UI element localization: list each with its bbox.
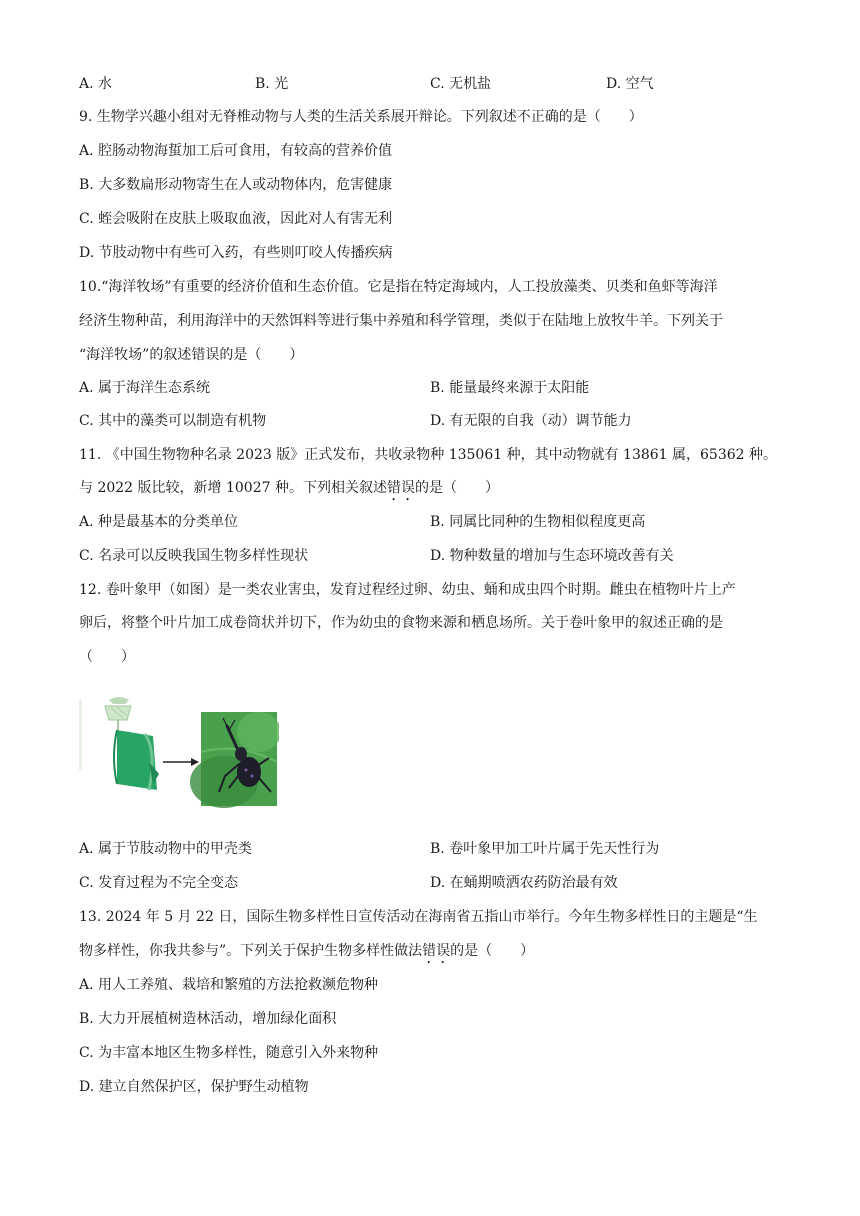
q11-stem-line-2-text: 与 2022 版比较，新增 10027 种。下列相关叙述 bbox=[79, 480, 387, 496]
q8-option-c: C. 无机盐 bbox=[430, 76, 492, 92]
q9-stem: 9. 生物学兴趣小组对无脊椎动物与人类的生活关系展开辩论。下列叙述不正确的是（ ） bbox=[79, 109, 643, 125]
q12-option-d: D. 在蛹期喷洒农药防治最有效 bbox=[430, 875, 618, 891]
q10-option-b: B. 能量最终来源于太阳能 bbox=[430, 380, 590, 396]
q10-stem-line-1: 10.“海洋牧场”有重要的经济价值和生态价值。它是指在特定海域内，人工投放藻类、贝类和鱼虾等海洋 bbox=[79, 279, 718, 295]
q11-emphasis-word: 错误 bbox=[386, 480, 415, 496]
q13-option-a: A. 用人工养殖、栽培和繁殖的方法抢救濒危物种 bbox=[79, 977, 379, 993]
q13-option-c: C. 为丰富本地区生物多样性，随意引入外来物种 bbox=[79, 1045, 379, 1061]
q13-stem-line-2 bbox=[79, 941, 534, 967]
q12-option-c: C. 发育过程为不完全变态 bbox=[79, 875, 239, 891]
q10-stem-line-3: “海洋牧场”的叙述错误的是（ ） bbox=[79, 347, 304, 363]
q12-option-a: A. 属于节肢动物中的甲壳类 bbox=[79, 841, 253, 857]
q8-option-d: D. 空气 bbox=[606, 76, 654, 92]
q8-option-a: A. 水 bbox=[79, 76, 113, 92]
q13-stem-line-2-text: 物多样性，你我共参与”。下列关于保护生物多样性做法 bbox=[79, 943, 423, 959]
q11-stem-line-1: 11. 《中国生物物种名录 2023 版》正式发布，共收录物种 135061 种，其中动物就有 13861 属，65362 种。 bbox=[79, 447, 778, 463]
q10-option-a: A. 属于海洋生态系统 bbox=[79, 380, 211, 396]
q9-option-a: A. 腔肠动物海蜇加工后可食用，有较高的营养价值 bbox=[79, 143, 393, 159]
q11-option-b: B. 同属比同种的生物相似程度更高 bbox=[430, 514, 646, 530]
q9-option-d: D. 节肢动物中有些可入药，有些则叮咬人传播疾病 bbox=[79, 245, 393, 261]
q11-option-a: A. 种是最基本的分类单位 bbox=[79, 514, 239, 530]
weevil-photo bbox=[190, 712, 279, 808]
arrow-right-icon bbox=[163, 758, 199, 766]
q9-option-c: C. 蛭会吸附在皮肤上吸取血液，因此对人有害无利 bbox=[79, 211, 393, 227]
q11-option-d: D. 物种数量的增加与生态环境改善有关 bbox=[430, 548, 674, 564]
q8-option-b: B. 光 bbox=[255, 76, 289, 92]
q11-option-c: C. 名录可以反映我国生物多样性现状 bbox=[79, 548, 309, 564]
q13-stem-line-1: 13. 2024 年 5 月 22 日，国际生物多样性日宣传活动在海南省五指山市举行。今年生物多样性日的主题是“生 bbox=[79, 909, 758, 925]
rolled-leaf-icon bbox=[79, 697, 159, 790]
q13-stem-line-2-tail: 的是（ ） bbox=[450, 943, 535, 959]
q12-stem-line-1: 12. 卷叶象甲（如图）是一类农业害虫，发育过程经过卵、幼虫、蛹和成虫四个时期。雌虫在植物叶片上产 bbox=[79, 582, 736, 598]
q13-option-d: D. 建立自然保护区，保护野生动植物 bbox=[79, 1079, 309, 1095]
q13-option-b: B. 大力开展植树造林活动，增加绿化面积 bbox=[79, 1011, 337, 1027]
q10-option-c: C. 其中的藻类可以制造有机物 bbox=[79, 413, 267, 429]
q12-stem-line-2: 卵后，将整个叶片加工成卷筒状并切下，作为幼虫的食物来源和栖息场所。关于卷叶象甲的叙述正确的是 bbox=[79, 615, 723, 631]
q10-stem-line-2: 经济生物种苗，利用海洋中的天然饵料等进行集中养殖和科学管理，类似于在陆地上放牧牛羊。下列关于 bbox=[79, 313, 723, 329]
q12-option-b: B. 卷叶象甲加工叶片属于先天性行为 bbox=[430, 841, 660, 857]
q10-option-d: D. 有无限的自我（动）调节能力 bbox=[430, 413, 632, 429]
q11-stem-line-2-tail: 的是（ ） bbox=[414, 480, 499, 496]
q13-emphasis-word: 错误 bbox=[422, 943, 451, 959]
q9-option-b: B. 大多数扁形动物寄生在人或动物体内，危害健康 bbox=[79, 177, 393, 193]
leaf-roller-weevil-figure bbox=[79, 692, 279, 808]
q11-stem-line-2 bbox=[79, 478, 499, 504]
q12-stem-line-3: （ ） bbox=[79, 649, 135, 665]
